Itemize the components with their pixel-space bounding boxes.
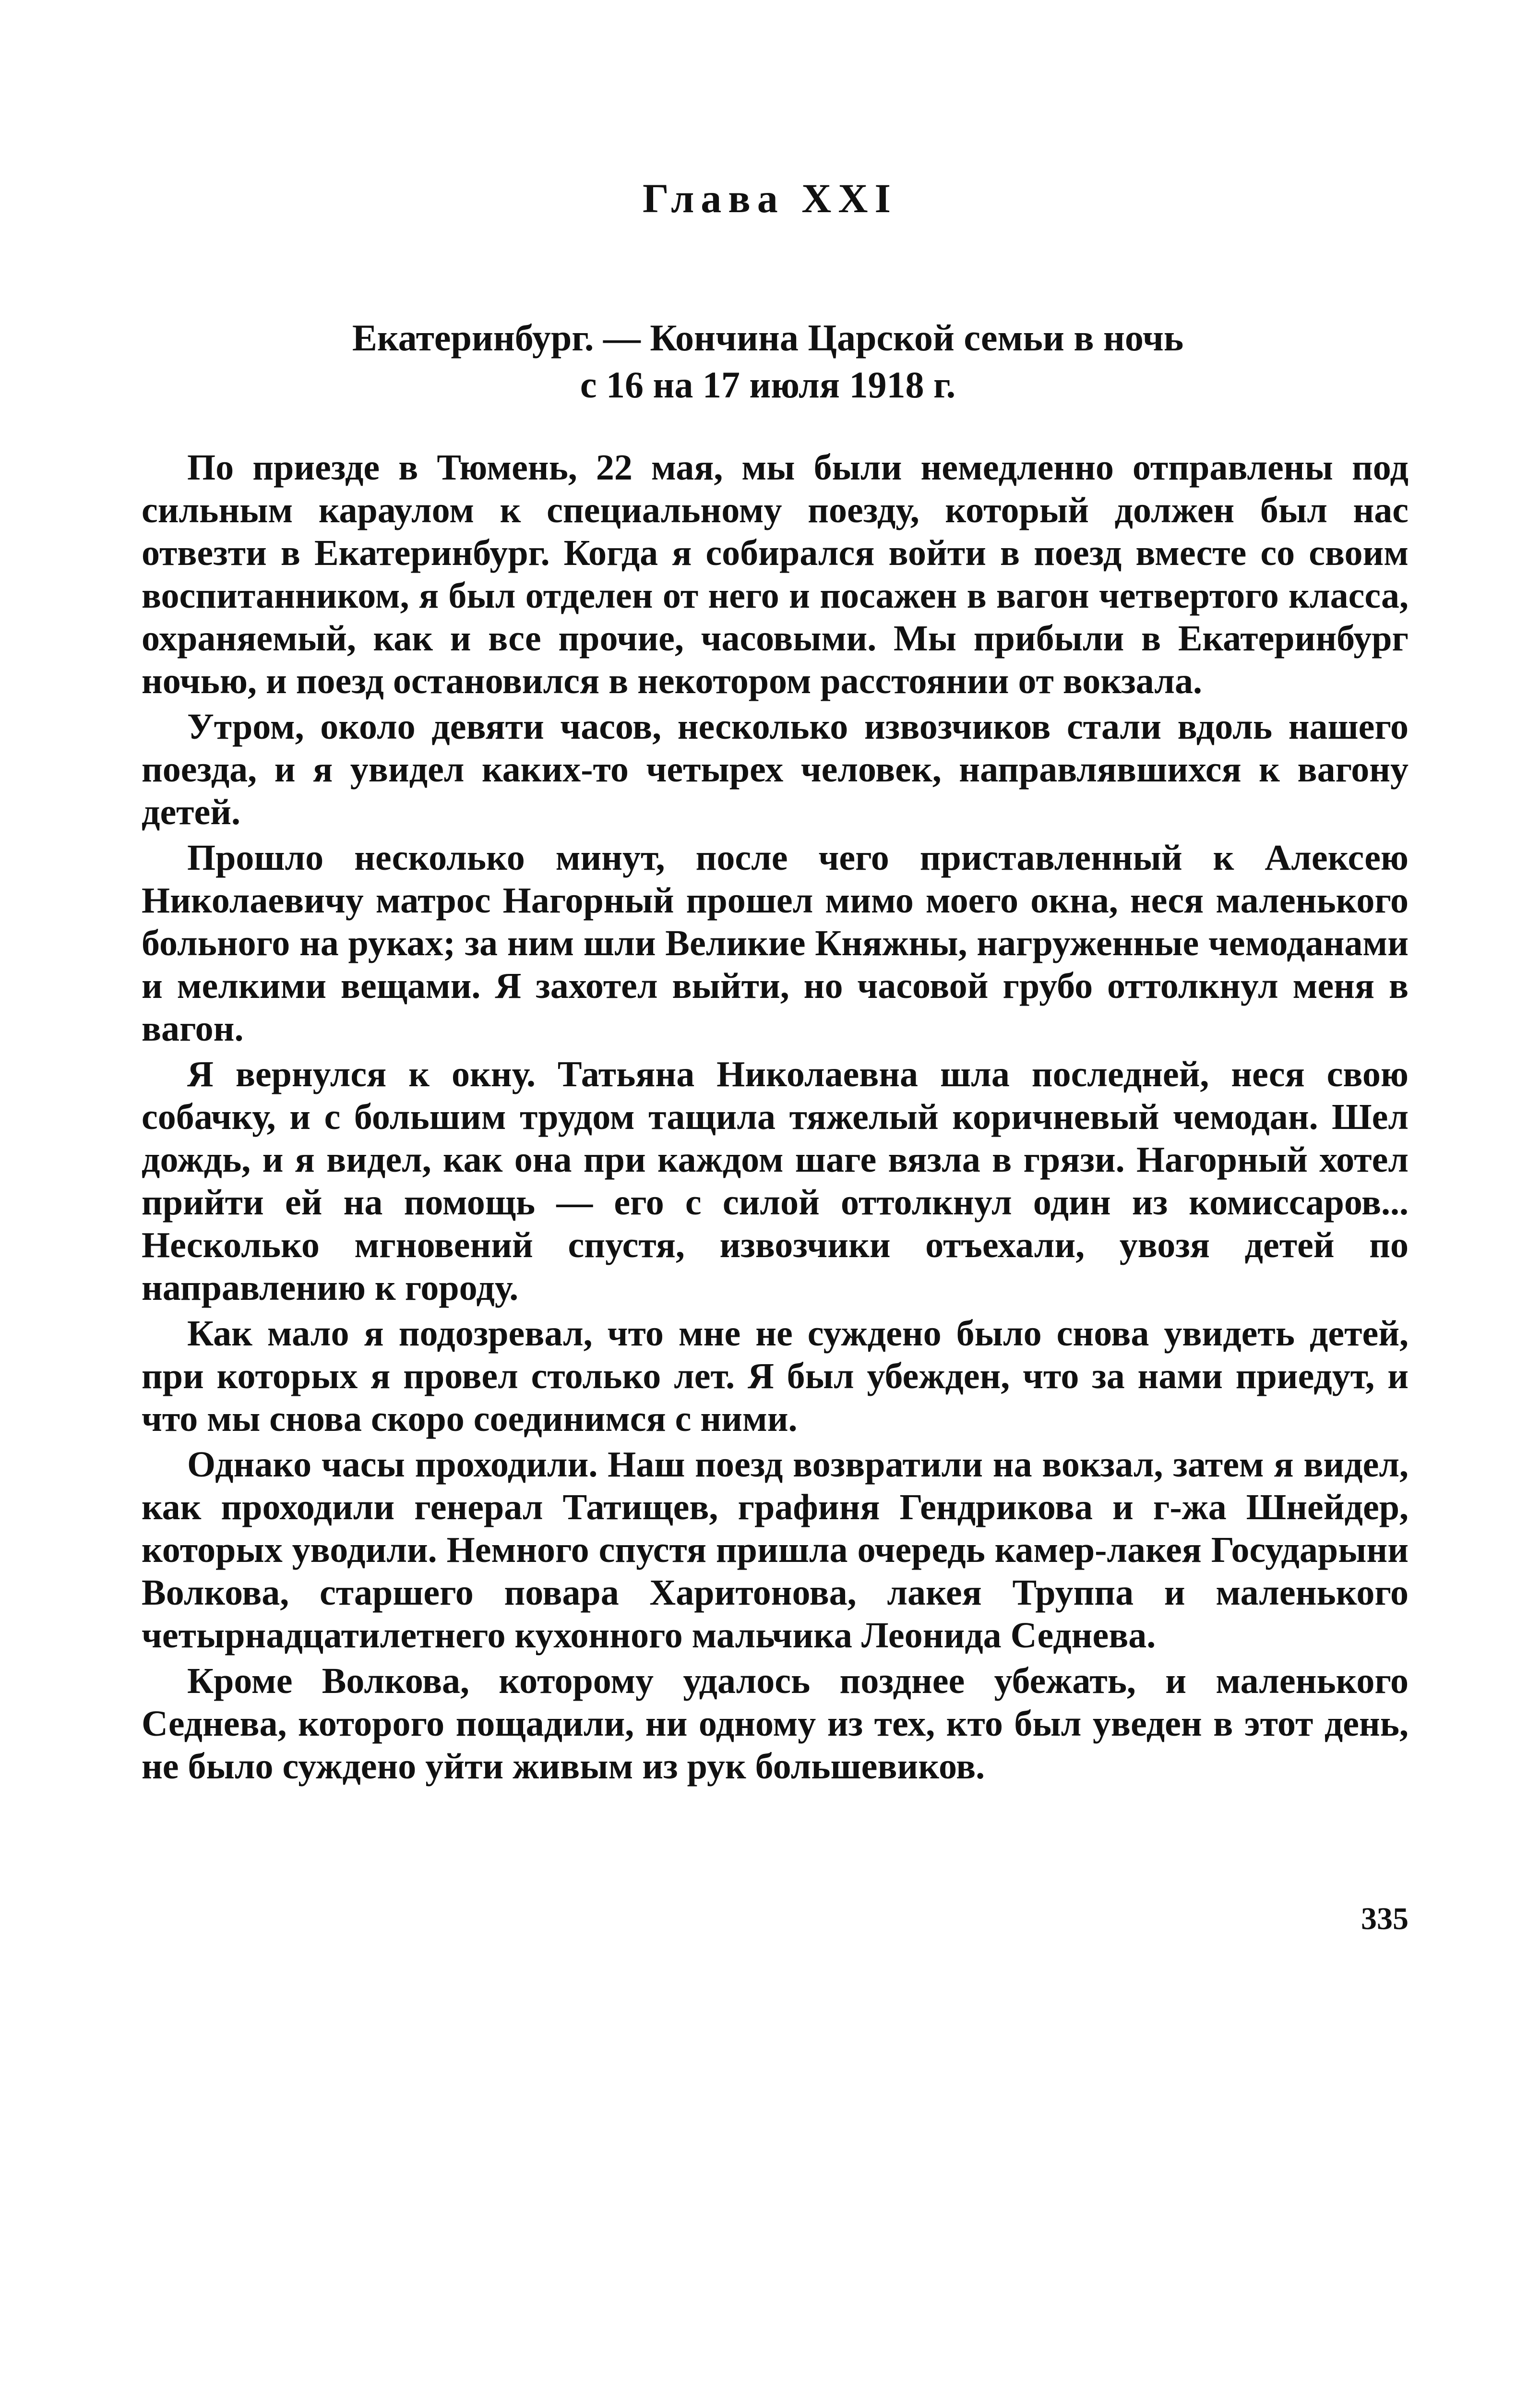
paragraph-1: По приезде в Тюмень, 22 мая, мы были немедленно отправлены под сильным караулом к специальному поезду, который должен был нас отвезти в Екатеринбург. Когда я собирался войти в поезд вместе со своим воспитанником, я был отделен от него и посажен в вагон четвертого класса, охраняемый, как и все прочие, часовыми. Мы прибыли в Екатеринбург ночью, и поезд остановился в некотором расстоянии от вокзала. [142, 447, 1409, 701]
section-title-line-1: Екатеринбург. — Кончина Царской семьи в ночь [352, 317, 1184, 359]
section-title-line-2: с 16 на 17 июля 1918 г. [580, 364, 956, 406]
paragraph-5: Как мало я подозревал, что мне не суждено было снова увидеть детей, при которых я провел столько лет. Я был убежден, что за нами приедут, и что мы снова скоро соединимся с ними. [142, 1313, 1409, 1439]
chapter-title: Глава XXI [643, 175, 897, 221]
paragraph-2: Утром, около девяти часов, несколько извозчиков стали вдоль нашего поезда, и я увидел каких-то четырех человек, направлявшихся к вагону детей. [142, 707, 1409, 832]
paragraph-7: Кроме Волкова, которому удалось позднее убежать, и маленького Седнева, которого пощадили, ни одному из тех, кто был уведен в этот день, не было суждено уйти живым из рук большевиков. [142, 1661, 1409, 1787]
page-number: 335 [1361, 1901, 1409, 1936]
chapter-body [142, 446, 1409, 1791]
paragraph-3: Прошло несколько минут, после чего приставленный к Алексею Николаевичу матрос Нагорный прошел мимо моего окна, неся маленького больного на руках; за ним шли Великие Княжны, нагруженные чемоданами и мелкими вещами. Я захотел выйти, но часовой грубо оттолкнул меня в вагон. [142, 838, 1409, 1049]
section-title [192, 314, 1344, 408]
paragraph-6: Однако часы проходили. Наш поезд возвратили на вокзал, затем я видел, как проходили генерал Татищев, графиня Гендрикова и г-жа Шнейдер, которых уводили. Немного спустя пришла очередь камер-лакея Государыни Волкова, старшего повара Харитонова, лакея Труппа и маленького четырнадцатилетнего кухонного мальчика Леонида Седнева. [142, 1444, 1409, 1656]
paragraph-4: Я вернулся к окну. Татьяна Николаевна шла последней, неся свою собачку, и с большим трудом тащила тяжелый коричневый чемодан. Шел дождь, и я видел, как она при каждом шаге вязла в грязи. Нагорный хотел прийти ей на помощь — его с силой оттолкнул один из комиссаров... Несколько мгновений спустя, извозчики отъехали, увозя детей по направлению к городу. [142, 1054, 1409, 1308]
